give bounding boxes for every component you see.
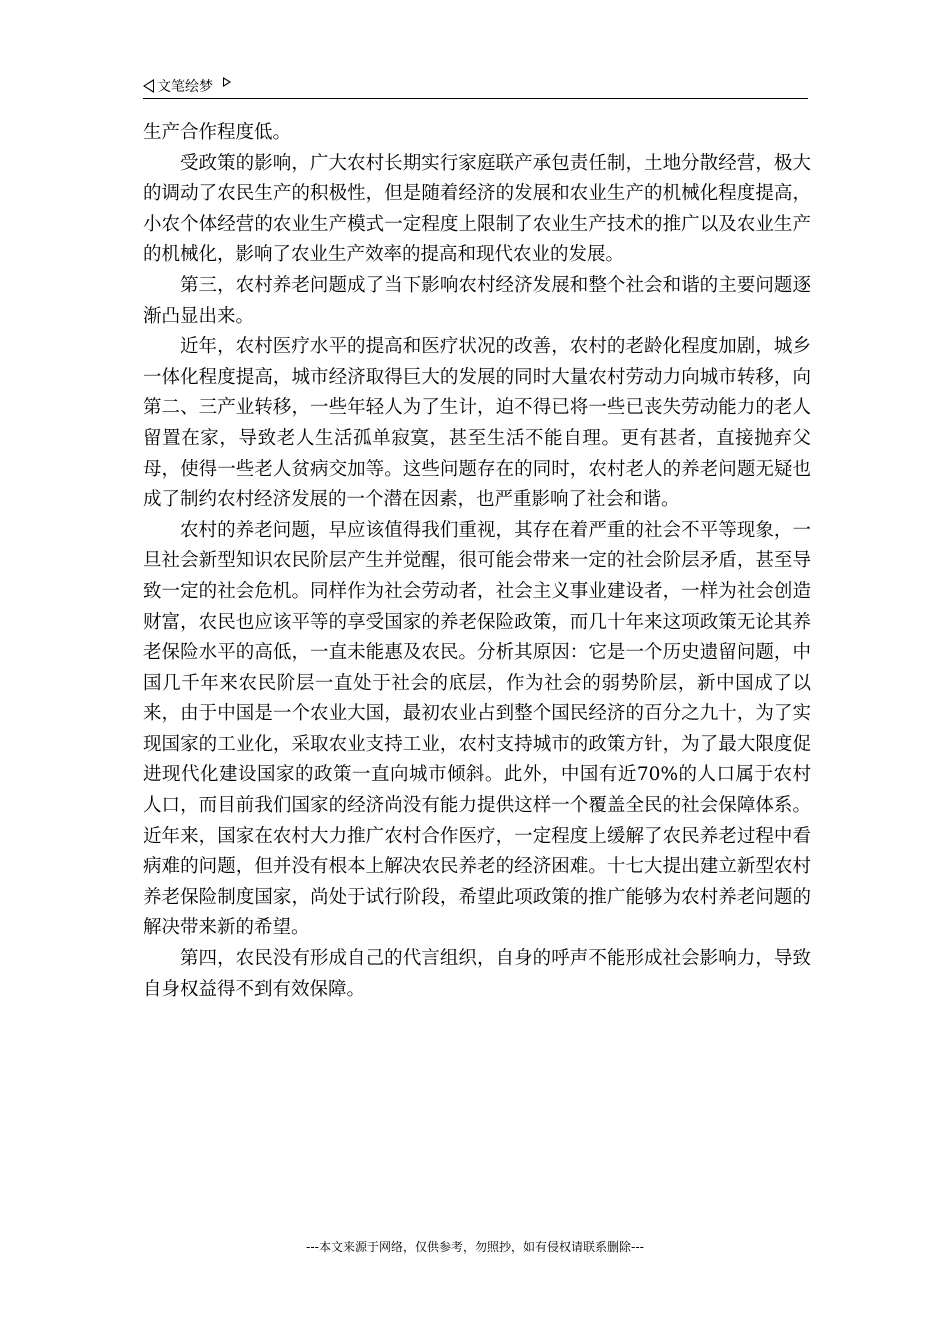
paragraph: 农村的养老问题，早应该值得我们重视，其存在着严重的社会不平等现象，一旦社会新型知识农民阶层产生并觉醒，很可能会带来一定的社会阶层矛盾，甚至导致一定的社会危机。同样作为社会劳动者，社会主义事业建设者，一样为社会创造财富，农民也应该平等的享受国家的养老保险政策，而几十年来这项政策无论其养老保险水平的高低，一直未能惠及农民。分析其原因：它是一个历史遗留问题，中国几千年来农民阶层一直处于社会的底层，作为社会的弱势阶层，新中国成了以来，由于中国是一个农业大国，最初农业占到整个国民经济的百分之九十，为了实现国家的工业化，采取农业支持工业，农村支持城市的政策方针，为了最大限度促进现代化建设国家的政策一直向城市倾斜。此外，中国有近70%的人口属于农村人口，而目前我们国家的经济尚没有能力提供这样一个覆盖全民的社会保障体系。近年来，国家在农村大力推广农村合作医疗，一定程度上缓解了农民养老过程中看病难的问题，但并没有根本上解决农民养老的经济困难。十七大提出建立新型农村养老保险制度国家，尚处于试行阶段，希望此项政策的推广能够为农村养老问题的解决带来新的希望。 xyxy=(143,519,811,939)
document-body xyxy=(143,118,811,1005)
paragraph: 近年，农村医疗水平的提高和医疗状况的改善，农村的老龄化程度加剧，城乡一体化程度提高，城市经济取得巨大的发展的同时大量农村劳动力向城市转移，向第二、三产业转移，一些年轻人为了生计，迫不得已将一些已丧失劳动能力的老人留置在家，导致老人生活孤单寂寞，甚至生活不能自理。更有甚者，直接抛弃父母，使得一些老人贫病交加等。这些问题存在的同时，农村老人的养老问题无疑也成了制约农村经济发展的一个潜在因素，也严重影响了社会和谐。 xyxy=(143,336,811,511)
header-brand xyxy=(143,76,231,96)
page-header xyxy=(143,74,808,99)
header-brand-text: 文笔绘梦 xyxy=(157,79,213,95)
paragraph: 生产合作程度低。 xyxy=(143,122,292,143)
left-triangle-icon xyxy=(143,79,154,93)
page-footer-disclaimer: ---本文来源于网络，仅供参考，勿照抄，如有侵权请联系删除--- xyxy=(306,1240,644,1254)
paragraph: 第三，农村养老问题成了当下影响农村经济发展和整个社会和谐的主要问题逐渐凸显出来。 xyxy=(143,274,811,327)
paragraph: 第四，农民没有形成自己的代言组织，自身的呼声不能形成社会影响力，导致自身权益得不到有效保障。 xyxy=(143,948,811,1000)
paragraph: 受政策的影响，广大农村长期实行家庭联产承包责任制，土地分散经营，极大的调动了农民生产的积极性，但是随着经济的发展和农业生产的机械化程度提高，小农个体经营的农业生产模式一定程度上限制了农业生产技术的推广以及农业生产的机械化，影响了农业生产效率的提高和现代农业的发展。 xyxy=(143,152,811,266)
right-triangle-icon xyxy=(223,77,231,87)
